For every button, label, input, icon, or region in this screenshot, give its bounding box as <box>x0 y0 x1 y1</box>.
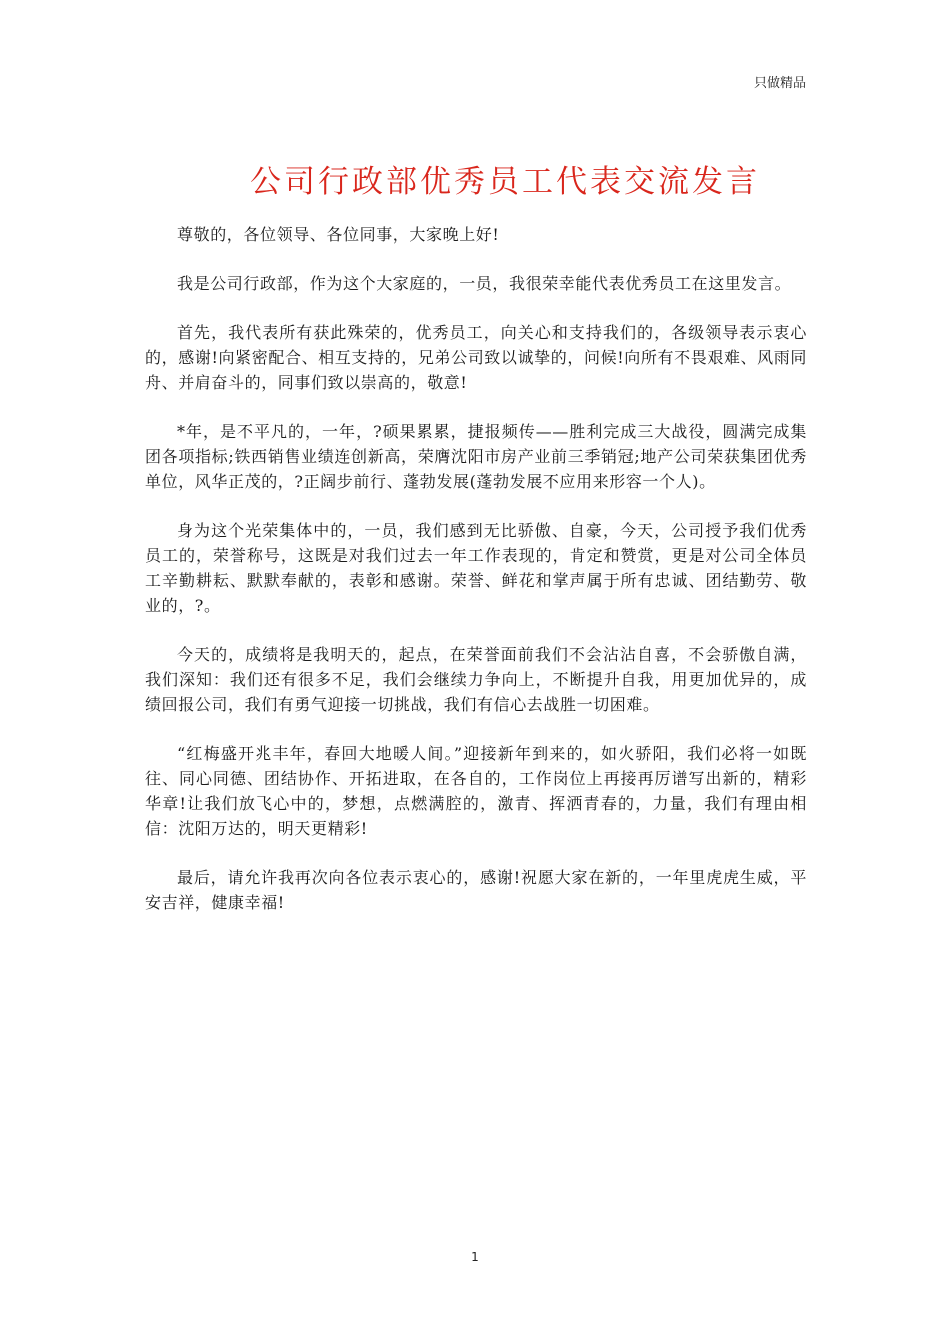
paragraph-thanks: 首先，我代表所有获此殊荣的，优秀员工，向关心和支持我们的，各级领导表示衷心的，感谢!向紧密配合、相互支持的，兄弟公司致以诚挚的，问候!向所有不畏艰难、风雨同舟、并肩奋斗的，同事们致以崇高的，敬意! <box>145 323 807 392</box>
header-note: 只做精品 <box>753 76 806 91</box>
document-title: 公司行政部优秀员工代表交流发言 <box>250 164 760 200</box>
paragraph-introduction: 我是公司行政部，作为这个大家庭的，一员，我很荣幸能代表优秀员工在这里发言。 <box>177 274 792 293</box>
document-body <box>145 222 807 939</box>
page-number: 1 <box>471 1250 479 1264</box>
paragraph-closing: 最后，请允许我再次向各位表示衷心的，感谢!祝愿大家在新的，一年里虎虎生威，平安吉祥，健康幸福! <box>145 868 807 912</box>
paragraph-future: 今天的，成绩将是我明天的，起点，在荣誉面前我们不会沾沾自喜，不会骄傲自满，我们深知：我们还有很多不足，我们会继续力争向上，不断提升自我，用更加优异的，成绩回报公司，我们有勇气迎接一切挑战，我们有信心去战胜一切困难。 <box>145 645 807 714</box>
paragraph-honor: 身为这个光荣集体中的，一员，我们感到无比骄傲、自豪，今天，公司授予我们优秀员工的，荣誉称号，这既是对我们过去一年工作表现的，肯定和赞赏，更是对公司全体员工辛勤耕耘、默默奉献的，表彰和感谢。荣誉、鲜花和掌声属于所有忠诚、团结勤劳、敬业的，?。 <box>145 521 807 615</box>
paragraph-achievements: *年，是不平凡的，一年，?硕果累累，捷报频传——胜利完成三大战役，圆满完成集团各项指标;铁西销售业绩连创新高，荣膺沈阳市房产业前三季销冠;地产公司荣获集团优秀单位，风华正茂的，?正阔步前行、蓬勃发展(蓬勃发展不应用来形容一个人)。 <box>145 422 807 491</box>
paragraph-greeting: 尊敬的，各位领导、各位同事，大家晚上好! <box>177 225 500 244</box>
paragraph-new-year: “红梅盛开兆丰年，春回大地暖人间。”迎接新年到来的，如火骄阳，我们必将一如既往、同心同德、团结协作、开拓进取，在各自的，工作岗位上再接再厉谱写出新的，精彩华章!让我们放飞心中的，梦想，点燃满腔的，激青、挥洒青春的，力量，我们有理由相信：沈阳万达的，明天更精彩! <box>145 744 807 838</box>
